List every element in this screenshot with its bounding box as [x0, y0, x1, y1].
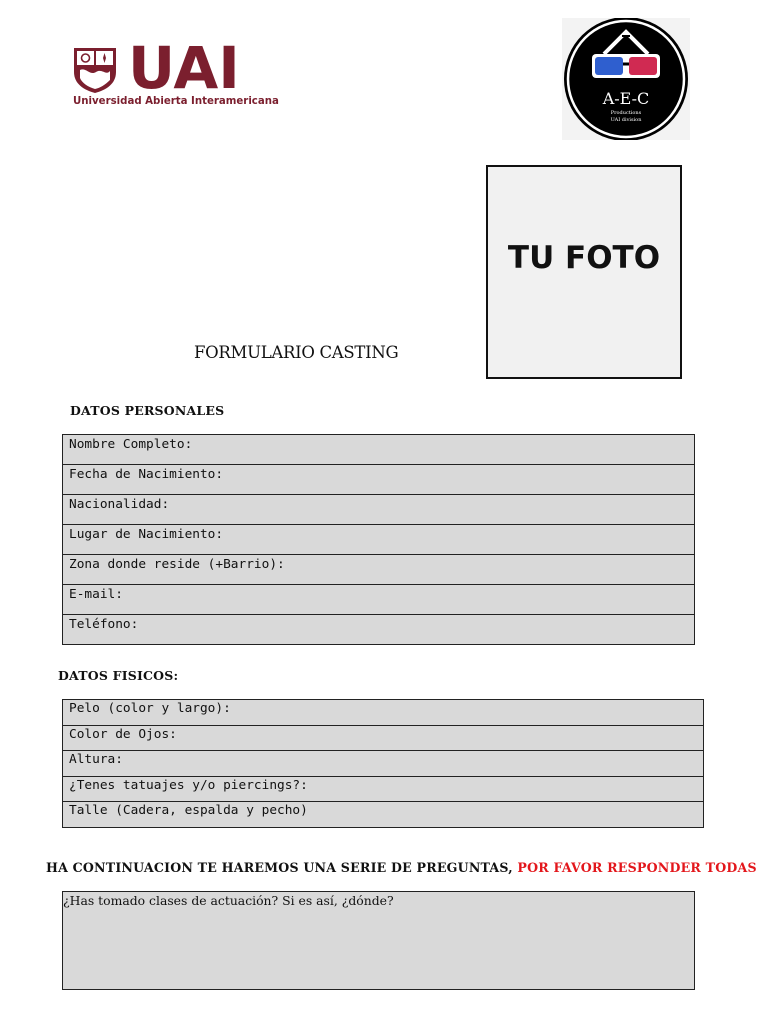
photo-label: TU FOTO — [507, 240, 661, 276]
aec-line2: UAI division — [610, 117, 642, 123]
questions-intro-text: HA CONTINUACION TE HAREMOS UNA SERIE DE PREGUNTAS, — [46, 860, 513, 875]
field-zona[interactable]: Zona donde reside (+Barrio): — [62, 554, 695, 585]
field-fecha-nacimiento[interactable]: Fecha de Nacimiento: — [62, 464, 695, 495]
physical-section-title: DATOS FISICOS: — [58, 668, 179, 683]
field-nombre[interactable]: Nombre Completo: — [62, 434, 695, 465]
aec-badge-icon — [562, 18, 690, 140]
form-title: FORMULARIO CASTING — [194, 343, 399, 362]
field-talle[interactable]: Talle (Cadera, espalda y pecho) — [62, 801, 704, 828]
field-lugar-nacimiento[interactable]: Lugar de Nacimiento: — [62, 524, 695, 555]
uai-wordmark: UAI — [128, 34, 240, 102]
question-text: ¿Has tomado clases de actuación? Si es así, ¿dónde? — [63, 893, 394, 908]
aec-line1: Productions — [610, 110, 642, 116]
field-pelo[interactable]: Pelo (color y largo): — [62, 699, 704, 726]
question-answer-box[interactable] — [62, 891, 695, 990]
uai-logo — [72, 34, 279, 110]
physical-data-table — [62, 699, 704, 828]
field-ojos[interactable]: Color de Ojos: — [62, 725, 704, 752]
field-altura[interactable]: Altura: — [62, 750, 704, 777]
field-nacionalidad[interactable]: Nacionalidad: — [62, 494, 695, 525]
field-tatuajes[interactable]: ¿Tenes tatuajes y/o piercings?: — [62, 776, 704, 803]
aec-logo — [562, 18, 690, 140]
photo-placeholder — [486, 165, 682, 379]
aec-title: A-E-C — [602, 89, 650, 108]
field-email[interactable]: E-mail: — [62, 584, 695, 615]
questions-intro-highlight: POR FAVOR RESPONDER TODAS — [517, 860, 757, 875]
personal-data-table — [62, 434, 695, 645]
field-telefono[interactable]: Teléfono: — [62, 614, 695, 645]
shield-icon — [72, 46, 118, 94]
personal-section-title: DATOS PERSONALES — [70, 403, 225, 418]
questions-intro — [46, 860, 757, 875]
uai-full-name: Universidad Abierta Interamericana — [73, 96, 279, 107]
